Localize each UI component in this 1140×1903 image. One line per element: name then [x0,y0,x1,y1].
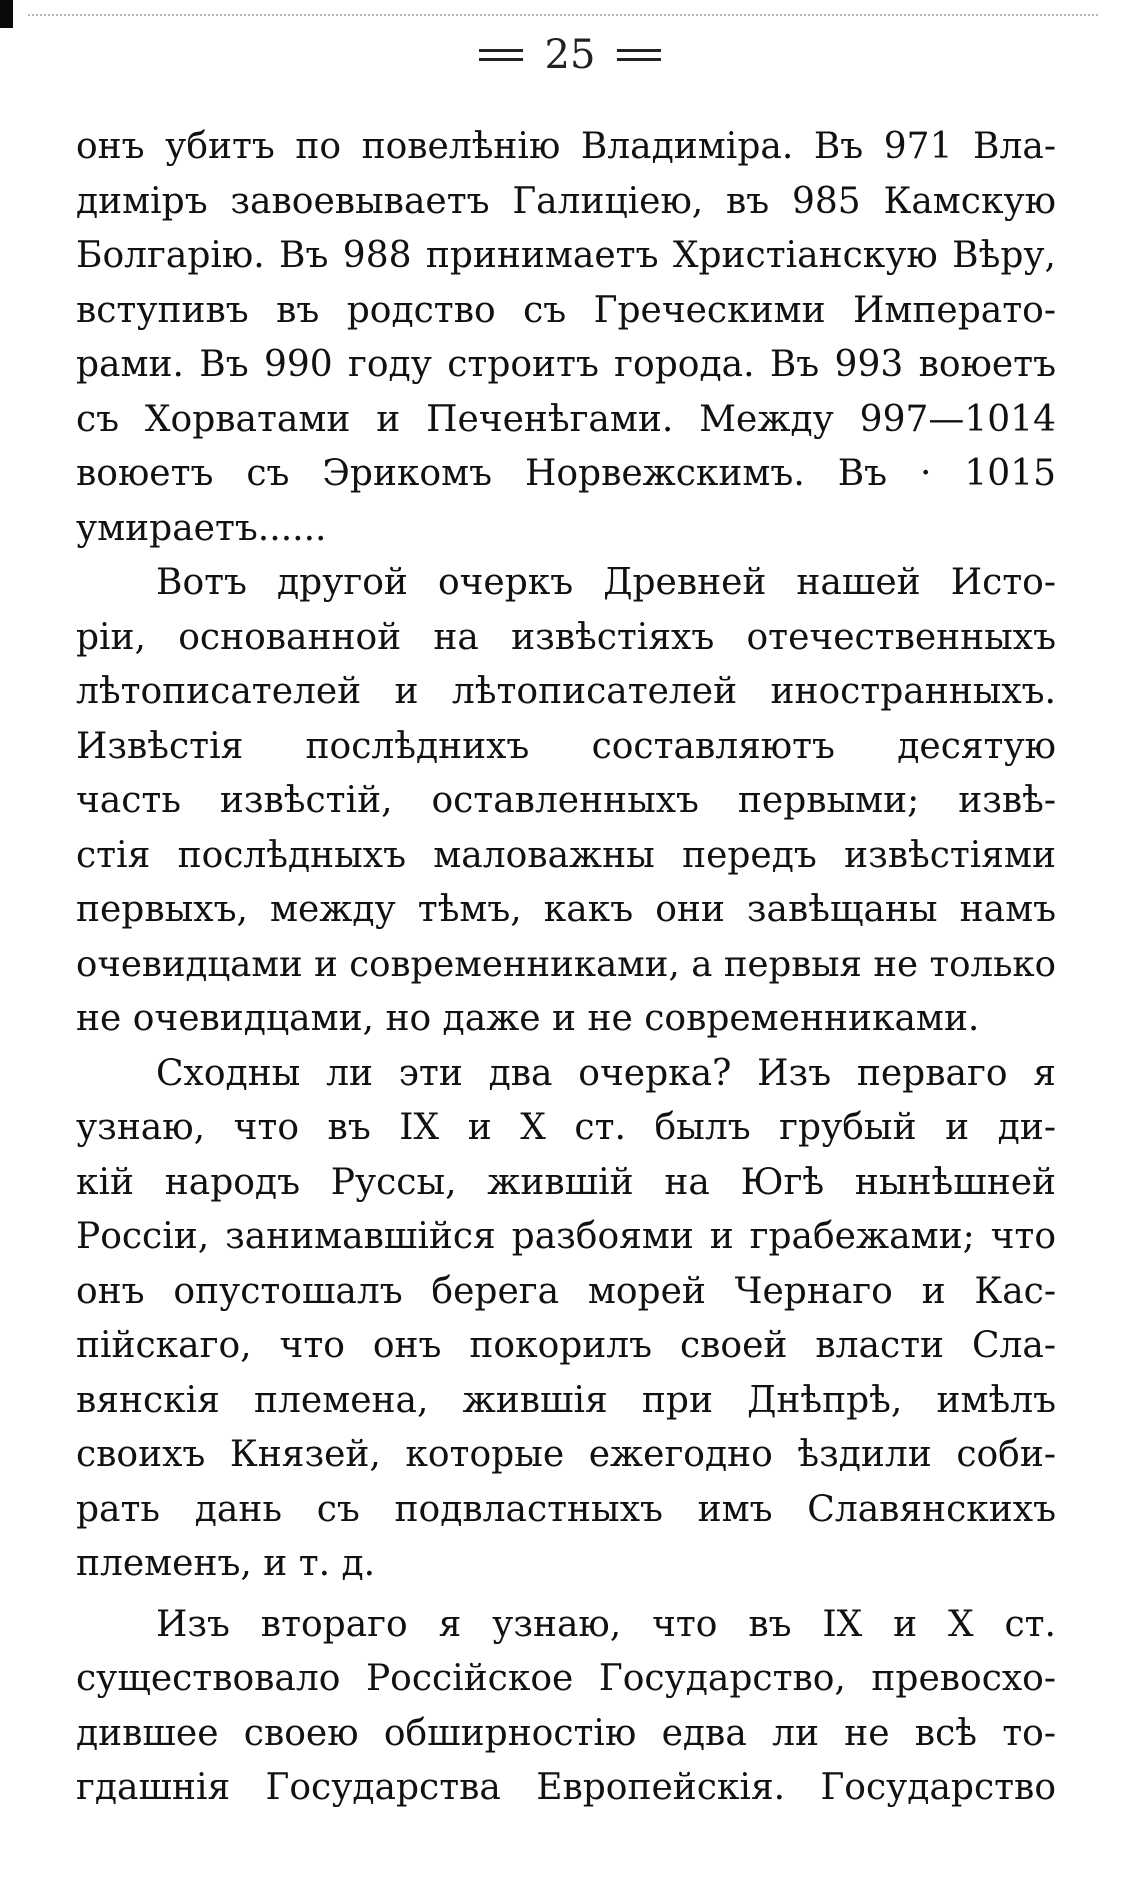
paragraph [76,120,1056,556]
text-line: не очевидцами, но даже и не современниками. [76,998,980,1039]
text-line: пійскаго, что онъ покорилъ своей власти Сла- [76,1325,1056,1366]
text-line: онъ опустошалъ берега морей Чернаго и Кас- [76,1270,1056,1312]
text-line: диміръ завоевываетъ Галиціею, въ 985 Камскую [76,180,1056,222]
text-line: Болгарію. Въ 988 принимаетъ Христіанскую Вѣру, [76,235,1056,276]
text-line: Изъ втораго я узнаю, что въ IX и X ст. [156,1603,1056,1645]
text-line: кій народъ Руссы, жившій на Югѣ нынѣшней [76,1161,1056,1203]
text-line: дившее своею обширностію едва ли не всѣ то- [76,1712,1056,1754]
paragraph [76,1598,1056,1816]
page-number-group [479,32,662,78]
text-line: рами. Въ 990 году строитъ города. Въ 993 воюетъ [76,344,1056,385]
text-line: онъ убитъ по повелѣнію Владиміра. Въ 971 Вла- [76,126,1056,167]
text-line: Россіи, занимавшійся разбоями и грабежами; что [76,1216,1056,1257]
paragraph [76,556,1056,1047]
scan-edge-mark [0,0,13,28]
text-line: умираетъ...... [76,507,327,549]
text-line: воюетъ съ Эрикомъ Норвежскимъ. Въ · 1015 [76,453,1056,494]
text-line: Вотъ другой очеркъ Древней нашей Исто- [156,562,1056,603]
text-line: стія послѣдныхъ маловажны передъ извѣстіями [76,834,1056,876]
text-line: лѣтописателей и лѣтописателей иностранныхъ. [76,671,1056,712]
text-line: рать дань съ подвластныхъ имъ Славянскихъ [76,1488,1056,1530]
text-line: узнаю, что въ IX и X ст. былъ грубый и ди- [76,1107,1056,1148]
scan-top-edge [28,14,1098,16]
text-line: вянскія племена, жившія при Днѣпрѣ, имѣлъ [76,1379,1056,1421]
text-line: часть извѣстій, оставленныхъ первыми; извѣ- [76,780,1056,821]
text-line: существовало Россійское Государство, превосхо- [76,1658,1056,1699]
text-line: очевидцами и современниками, а первыя не только [76,943,1056,985]
text-line: вступивъ въ родство съ Греческими Императо- [76,289,1056,331]
text-line: съ Хорватами и Печенѣгами. Между 997—1014 [76,398,1056,440]
text-line: Сходны ли эти два очерка? Изъ перваго я [156,1052,1056,1094]
text-line: гдашнія Государства Европейскія. Государство [76,1767,1056,1808]
page-header [0,32,1140,82]
header-rule-left [479,49,523,61]
text-line: своихъ Князей, которые ежегодно ѣздили соби- [76,1434,1056,1475]
paragraph [76,1047,1056,1592]
text-line: Извѣстія послѣднихъ составляютъ десятую [76,725,1056,767]
page-number: 25 [544,32,596,78]
text-line: ріи, основанной на извѣстіяхъ отечественныхъ [76,616,1056,658]
page-body [76,120,1056,1816]
header-rule-right [617,49,661,61]
text-line: племенъ, и т. д. [76,1543,376,1584]
text-line: первыхъ, между тѣмъ, какъ они завѣщаны намъ [76,889,1056,930]
